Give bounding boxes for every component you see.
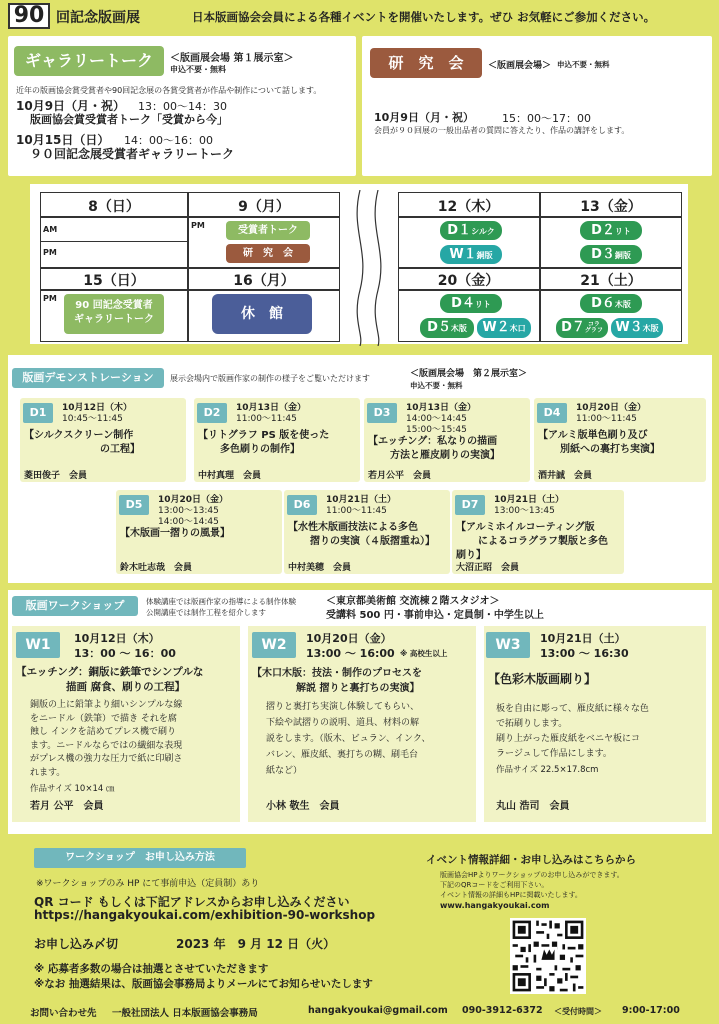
workshop-w1-title-1: 【エッチング：銅版に鉄筆でシンプルな (16, 666, 204, 678)
demo-artist: 菱田俊子 会員 (24, 471, 88, 481)
footer-email[interactable]: hangakyoukai@gmail.com (308, 1005, 448, 1016)
demo-time-2: 15:00〜15:45 (406, 425, 467, 435)
workshop-w1-artist: 若月 公平 会員 (30, 801, 104, 812)
footer-hours: 9:00-17:00 (622, 1005, 680, 1016)
demo-title-1: 【アルミ版単色刷り及び (538, 430, 648, 441)
info-line-3: イベント情報の詳細もHPに掲載いたします。 (440, 891, 582, 899)
cal-d5-badge: D５木版 (420, 318, 474, 338)
demo-title-2: 方法と雁皮刷りの実演】 (390, 450, 500, 461)
demo-title: 版画デモンストレーション (12, 368, 164, 388)
demo-date: 10月20日（金） (576, 403, 647, 413)
workshop-intro-2: 公開講座では制作工程を紹介します (146, 608, 266, 617)
demo-date: 10月20日（金） (158, 495, 229, 505)
cal-study-badge: 研 究 会 (226, 244, 310, 263)
page-title: 回記念版画展 (56, 10, 140, 26)
workshop-w2-tag: W2 (252, 632, 296, 658)
info-title: イベント情報詳細・お申し込みはこちらから (426, 854, 636, 866)
workshop-w2-artist: 小林 敬生 会員 (266, 801, 340, 812)
gallery-talk-intro: 近年の版画協会賞受賞者や90回記念展の各賞受賞者が作品や制作について話します。 (16, 86, 322, 95)
cal-d2-badge: D２リト (580, 221, 642, 240)
demo-artist: 酒井誠 会員 (538, 471, 593, 481)
demo-title-2: 多色刷りの制作】 (220, 444, 300, 455)
workshop-w2-date: 10月20日（金） (306, 632, 392, 645)
cal-day-9: 9（月） (238, 199, 290, 215)
workshop-w1-body: 銅版の上に鉛筆より細いシンプルな線 をニードル（鉄筆）で描き それを腐 蝕し インクを詰めてプレス機で刷り ます。ニードルならではの繊細な表現 がプレス機の強力な圧力で紙に印刷さ れます。 (30, 700, 183, 778)
demo-tag: D5 (119, 495, 149, 515)
study-date: 10月9日（月・祝） (374, 111, 474, 124)
workshop-intro-1: 体験講座では版画作家の指導による制作体験 (146, 597, 296, 606)
gallery-talk-e1-time: 13：00〜14：30 (138, 100, 227, 113)
demo-time-2: 14:00〜14:45 (158, 517, 219, 527)
demo-note: 申込不要・無料 (410, 381, 463, 390)
demo-tag: D4 (537, 403, 567, 423)
workshop-w3-size: 作品サイズ 22.5×17.8cm (496, 765, 599, 775)
demo-card-d6 (284, 490, 450, 574)
apply-deadline: 2023 年 9 月 12 日（火） (176, 937, 336, 951)
demo-title-2: によるコラグラフ製版と多色 (478, 536, 608, 547)
demo-title-1: 【リトグラフ PS 版を使った (198, 430, 330, 441)
demo-time: 10:45〜11:45 (62, 414, 123, 424)
page-subtitle: 日本版画協会会員による各種イベントを開催いたします。ぜひ お気軽にご参加ください。 (192, 10, 656, 24)
demo-intro: 展示会場内で版画作家の制作の様子をご覧いただけます (170, 374, 370, 383)
calendar-break-mark (350, 190, 394, 346)
workshop-w3-title-1: 【色彩木版画刷り】 (488, 672, 597, 686)
cal-day-8: 8（日） (88, 199, 140, 215)
workshop-w1-size: 作品サイズ 10×14 ㎝ (30, 784, 115, 794)
info-line-1: 版画協会HPよりワークショップのお申し込みができます。 (440, 871, 624, 879)
demo-time: 11:00〜11:45 (326, 506, 387, 516)
cal-pm-1: PM (43, 248, 57, 257)
cal-day-20: 20（金） (437, 273, 500, 289)
workshop-w3-body: 板を自由に彫って、雁皮紙に様々な色 で拓刷りします。 刷り上がった雁皮紙をベニヤ板にコ ラージュして作品にします。 (496, 704, 649, 759)
study-note: 申込不要・無料 (557, 60, 610, 69)
logo-90: 90 (8, 3, 50, 29)
footer-hours-label: ＜受付時間＞ (554, 1007, 602, 1016)
demo-date: 10月13日（金） (236, 403, 307, 413)
demo-title-2: の工程】 (100, 444, 140, 455)
workshop-w1-time: 13：00 〜 16：00 (74, 647, 176, 660)
workshop-w3-time: 13:00 〜 16:30 (540, 647, 629, 660)
cal-gallery-talk-badge: 90 回記念受賞者 ギャラリートーク (64, 294, 164, 334)
gallery-talk-e1-title: 版画協会賞受賞者トーク「受賞から今」 (30, 113, 228, 126)
demo-tag: D1 (23, 403, 53, 423)
gallery-talk-tag: ギャラリートーク (14, 46, 164, 76)
cal-day-13: 13（金） (580, 199, 642, 215)
gallery-talk-e2-date: 10月15日（日） (16, 133, 110, 147)
cal-day-16: 16（月） (233, 273, 295, 289)
cal-talk-badge: 受賞者トーク (226, 221, 310, 240)
workshop-w2-time: 13:00 〜 16:00 (306, 647, 395, 660)
demo-artist: 鈴木吐志哉 会員 (120, 563, 193, 573)
footer-org: 一般社団法人 日本版画協会事務局 (112, 1008, 258, 1019)
demo-card-d4 (534, 398, 706, 482)
cal-d3-badge: D３銅版 (580, 245, 642, 264)
workshop-w2-time-note: ※ 高校生以上 (400, 649, 448, 658)
demo-title-1: 【シルクスクリーン制作 (24, 430, 134, 441)
info-line-2: 下記のQRコードをご利用下さい。 (440, 881, 549, 889)
apply-note-2: ※ 応募者多数の場合は抽選とさせていただきます (34, 963, 269, 975)
demo-date: 10月13日（金） (406, 403, 477, 413)
workshop-w3-date: 10月21日（土） (540, 632, 626, 645)
workshop-title: 版画ワークショップ (12, 596, 138, 616)
apply-qr-text: QR コード もしくは下記アドレスからお申し込みください (34, 895, 350, 909)
demo-time: 14:00〜14:45 (406, 414, 467, 424)
demo-title-1: 【アルミホイルコーティング版 (456, 522, 595, 533)
demo-artist: 大沼正昭 会員 (456, 563, 520, 573)
workshop-w1-date: 10月12日（木） (74, 632, 160, 645)
demo-title-2: 摺りの実演（４版摺重ね）】 (310, 536, 435, 547)
cal-pm-3: PM (43, 294, 57, 303)
cal-day-12: 12（木） (437, 199, 500, 215)
cal-w1-badge: W１銅版 (440, 245, 502, 264)
cal-day-15: 15（日） (83, 273, 145, 289)
apply-title: ワークショップ お申し込み方法 (34, 848, 246, 868)
workshop-fee: 受講料 500 円・事前申込・定員制・中学生以上 (326, 610, 544, 621)
footer-label: お問い合わせ先 (30, 1008, 97, 1019)
workshop-venue: ＜東京都美術館 交流棟２階スタジオ＞ (326, 596, 500, 607)
gallery-talk-e1-date: 10月9日（月・祝） (16, 99, 126, 113)
workshop-w3-tag: W3 (486, 632, 530, 658)
gallery-talk-e2-time: 14：00〜16：00 (124, 134, 213, 147)
cal-d1-badge: D１シルク (440, 221, 502, 240)
cal-am: AM (43, 225, 58, 234)
cal-d6-badge: D６木版 (580, 294, 642, 313)
gallery-talk-note: 申込不要・無料 (170, 65, 226, 74)
demo-time: 13:00〜13:45 (494, 506, 555, 516)
demo-venue: ＜版画展会場 第２展示室＞ (410, 369, 528, 379)
demo-time: 13:00〜13:45 (158, 506, 219, 516)
cal-d4-badge: D４リト (440, 294, 502, 313)
demo-time: 11:00〜11:45 (576, 414, 637, 424)
demo-title-3: 刷り】 (456, 550, 486, 561)
demo-artist: 中村美穂 会員 (288, 563, 352, 573)
demo-card-d1 (20, 398, 186, 482)
demo-tag: D2 (197, 403, 227, 423)
workshop-w3-artist: 丸山 浩司 会員 (496, 801, 570, 812)
apply-note: ※ワークショップのみ HP にて事前申込（定員制）あり (36, 879, 260, 889)
demo-artist: 若月公平 会員 (368, 471, 432, 481)
demo-tag: D7 (455, 495, 485, 515)
qr-code-icon[interactable] (510, 918, 586, 994)
demo-tag: D3 (367, 403, 397, 423)
demo-artist: 中村真理 会員 (198, 471, 262, 481)
cal-closed-badge: 休 館 (212, 294, 312, 334)
cal-pm-2: PM (191, 221, 205, 230)
gallery-talk-e2-title: ９０回記念展受賞者ギャラリートーク (30, 147, 235, 161)
demo-date: 10月21日（土） (326, 495, 397, 505)
study-venue: ＜版画展会場＞ (488, 61, 552, 71)
demo-card-d3 (364, 398, 530, 482)
workshop-w1-tag: W1 (16, 632, 60, 658)
apply-deadline-label: お申し込み〆切 (34, 937, 119, 951)
demo-tag: D6 (287, 495, 317, 515)
demo-card-d7 (452, 490, 624, 574)
demo-title-1: 【水性木版画技法による多色 (288, 522, 418, 533)
demo-title-2: 別紙への裏打ち実演】 (560, 444, 660, 455)
study-time: 15：00〜17：00 (502, 112, 591, 125)
workshop-w2-body: 摺りと裏打ち実演し体験してもらい、 下絵や試摺りの説明、道具、材料の解 説をします。（版木、ビュラン、インク、 バレン、雁皮紙、裏打ちの糊、刷毛台 紙など） (266, 702, 431, 776)
demo-card-d5 (116, 490, 282, 574)
cal-w3-badge: W３木版 (611, 318, 663, 338)
demo-card-d2 (194, 398, 360, 482)
demo-title-1: 【エッチング：私なりの描画 (368, 436, 498, 447)
workshop-w2-title-2: 解説 摺りと裏打ちの実演】 (296, 683, 420, 694)
cal-day-21: 21（土） (580, 273, 642, 289)
demo-date: 10月12日（木） (62, 403, 133, 413)
apply-note-3: ※なお 抽選結果は、版画協会事務局よりメールにてお知らせいたします (34, 978, 373, 990)
study-desc: 会員が９０回展の一般出品者の質問に答えたり、作品の講評をします。 (374, 126, 630, 135)
cal-d7-badge: D７ コラ グラフ (556, 318, 608, 338)
demo-title-1: 【木版画一摺りの風景】 (120, 528, 230, 539)
demo-time: 11:00〜11:45 (236, 414, 297, 424)
workshop-w1-title-2: 描画 腐食、刷りの工程】 (66, 681, 186, 693)
info-site[interactable]: www.hangakyoukai.com (440, 901, 550, 910)
demo-date: 10月21日（土） (494, 495, 565, 505)
gallery-talk-venue: ＜版画展会場 第１展示室＞ (170, 53, 294, 64)
workshop-w2-title-1: 【木口木版：技法・制作のプロセスを (252, 668, 422, 679)
apply-url[interactable]: https://hangakyoukai.com/exhibition-90-workshop (34, 908, 376, 922)
footer-phone[interactable]: 090-3912-6372 (462, 1005, 543, 1016)
study-tag: 研 究 会 (370, 48, 482, 78)
cal-w2-badge: W２木口 (477, 318, 531, 338)
